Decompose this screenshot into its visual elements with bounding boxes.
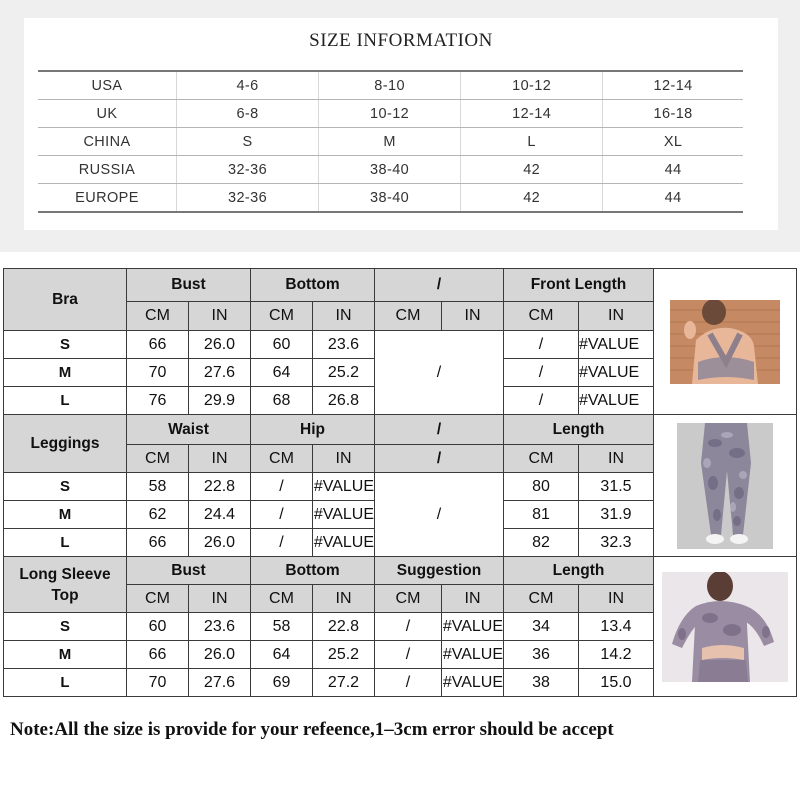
front-length-in: #VALUE (579, 359, 654, 387)
bust-cm: 66 (127, 641, 189, 669)
length-in: 31.9 (579, 501, 654, 529)
unit-header: CM (504, 585, 579, 613)
unit-header: CM (127, 302, 189, 331)
bottom-cm: 69 (251, 669, 313, 697)
size-cell: 38-40 (319, 156, 461, 184)
waist-cm: 58 (127, 473, 189, 501)
size-row-usa (38, 71, 743, 100)
size-row-russia (38, 156, 743, 184)
bottom-cm: 60 (251, 331, 313, 359)
size-information-card (24, 18, 778, 230)
bust-in: 23.6 (189, 613, 251, 641)
size-cell: XL (603, 128, 743, 156)
size-cell: 4-6 (177, 71, 319, 100)
size-row-europe (38, 184, 743, 213)
group-header: / (375, 269, 504, 302)
size-label: L (4, 669, 127, 697)
unit-header: IN (579, 445, 654, 473)
size-note: Note:All the size is provide for your refeence,1–3cm error should be accept (10, 719, 614, 740)
hip-cm: / (251, 473, 313, 501)
region-label: CHINA (38, 128, 177, 156)
unit-header: IN (313, 585, 375, 613)
front-length-cm: / (504, 331, 579, 359)
long-sleeve-product-photo (662, 572, 788, 682)
bottom-in: 22.8 (313, 613, 375, 641)
merged-slash-cell: / (375, 331, 504, 415)
size-cell: 10-12 (319, 100, 461, 128)
bust-in: 26.0 (189, 641, 251, 669)
length-in: 13.4 (579, 613, 654, 641)
hip-in: #VALUE (313, 501, 375, 529)
unit-header: IN (189, 302, 251, 331)
leggings-product-photo (677, 423, 773, 549)
size-cell: 12-14 (603, 71, 743, 100)
bottom-cm: 64 (251, 641, 313, 669)
size-label: S (4, 613, 127, 641)
suggestion-cm: / (375, 641, 442, 669)
length-cm: 82 (504, 529, 579, 557)
hip-cm: / (251, 501, 313, 529)
bust-cm: 60 (127, 613, 189, 641)
bust-in: 27.6 (189, 359, 251, 387)
group-header: Bottom (251, 557, 375, 585)
suggestion-in: #VALUE (442, 641, 504, 669)
unit-header: CM (127, 445, 189, 473)
bottom-in: 23.6 (313, 331, 375, 359)
size-label: M (4, 641, 127, 669)
hip-in: #VALUE (313, 529, 375, 557)
group-header: Bottom (251, 269, 375, 302)
unit-header: IN (189, 585, 251, 613)
length-in: 15.0 (579, 669, 654, 697)
bust-in: 29.9 (189, 387, 251, 415)
garment-measurement-table (3, 268, 797, 697)
front-length-cm: / (504, 387, 579, 415)
unit-header: CM (375, 585, 442, 613)
group-header: Length (504, 557, 654, 585)
length-in: 14.2 (579, 641, 654, 669)
unit-header: CM (504, 445, 579, 473)
unit-header: CM (375, 302, 442, 331)
group-header: Bust (127, 269, 251, 302)
front-length-in: #VALUE (579, 387, 654, 415)
size-row-china (38, 128, 743, 156)
front-length-cm: / (504, 359, 579, 387)
size-cell: 10-12 (461, 71, 603, 100)
bust-cm: 70 (127, 359, 189, 387)
waist-cm: 66 (127, 529, 189, 557)
length-in: 31.5 (579, 473, 654, 501)
bra-photo-cell (654, 269, 797, 415)
bust-cm: 66 (127, 331, 189, 359)
length-cm: 81 (504, 501, 579, 529)
bust-cm: 70 (127, 669, 189, 697)
suggestion-cm: / (375, 669, 442, 697)
size-label: S (4, 473, 127, 501)
bra-group-header-row (4, 269, 797, 302)
unit-header: CM (251, 302, 313, 331)
region-label: EUROPE (38, 184, 177, 213)
size-cell: L (461, 128, 603, 156)
hip-in: #VALUE (313, 473, 375, 501)
long-sleeve-group-header-row (4, 557, 797, 585)
length-cm: 80 (504, 473, 579, 501)
unit-header: IN (442, 302, 504, 331)
unit-header: IN (313, 445, 375, 473)
length-cm: 38 (504, 669, 579, 697)
waist-in: 22.8 (189, 473, 251, 501)
bust-in: 27.6 (189, 669, 251, 697)
size-cell: 42 (461, 184, 603, 213)
bottom-in: 27.2 (313, 669, 375, 697)
unit-header: IN (189, 445, 251, 473)
hip-cm: / (251, 529, 313, 557)
group-header: Suggestion (375, 557, 504, 585)
group-header: Length (504, 415, 654, 445)
unit-header: IN (442, 585, 504, 613)
length-cm: 36 (504, 641, 579, 669)
long-sleeve-photo-cell (654, 557, 797, 697)
suggestion-cm: / (375, 613, 442, 641)
unit-header: CM (127, 585, 189, 613)
bust-cm: 76 (127, 387, 189, 415)
bottom-cm: 58 (251, 613, 313, 641)
bottom-in: 25.2 (313, 641, 375, 669)
waist-cm: 62 (127, 501, 189, 529)
bottom-in: 26.8 (313, 387, 375, 415)
size-cell: 8-10 (319, 71, 461, 100)
size-information-band (0, 0, 800, 252)
merged-slash-cell: / (375, 473, 504, 557)
unit-header: CM (251, 445, 313, 473)
region-label: USA (38, 71, 177, 100)
region-label: RUSSIA (38, 156, 177, 184)
leggings-photo-cell (654, 415, 797, 557)
size-cell: 16-18 (603, 100, 743, 128)
length-in: 32.3 (579, 529, 654, 557)
size-cell: 44 (603, 184, 743, 213)
bust-in: 26.0 (189, 331, 251, 359)
bottom-in: 25.2 (313, 359, 375, 387)
bra-product-photo (670, 300, 780, 384)
section-label-long-sleeve-top: Long Sleeve Top (4, 557, 127, 613)
size-label: M (4, 359, 127, 387)
unit-header: IN (579, 302, 654, 331)
size-cell: 44 (603, 156, 743, 184)
size-cell: 32-36 (177, 156, 319, 184)
size-information-title: SIZE INFORMATION (309, 30, 493, 51)
size-label: M (4, 501, 127, 529)
suggestion-in: #VALUE (442, 613, 504, 641)
size-label: L (4, 529, 127, 557)
section-label-bra: Bra (4, 269, 127, 331)
suggestion-in: #VALUE (442, 669, 504, 697)
unit-header-slash: / (375, 445, 504, 473)
size-cell: M (319, 128, 461, 156)
size-cell: 32-36 (177, 184, 319, 213)
size-cell: 6-8 (177, 100, 319, 128)
section-label-leggings: Leggings (4, 415, 127, 473)
group-header: Bust (127, 557, 251, 585)
region-label: UK (38, 100, 177, 128)
leggings-group-header-row (4, 415, 797, 445)
group-header: / (375, 415, 504, 445)
size-cell: 42 (461, 156, 603, 184)
size-row-uk (38, 100, 743, 128)
size-cell: 12-14 (461, 100, 603, 128)
bottom-cm: 64 (251, 359, 313, 387)
front-length-in: #VALUE (579, 331, 654, 359)
size-cell: 38-40 (319, 184, 461, 213)
length-cm: 34 (504, 613, 579, 641)
unit-header: IN (313, 302, 375, 331)
group-header: Waist (127, 415, 251, 445)
size-label: S (4, 331, 127, 359)
group-header: Front Length (504, 269, 654, 302)
bottom-cm: 68 (251, 387, 313, 415)
size-label: L (4, 387, 127, 415)
unit-header: CM (251, 585, 313, 613)
unit-header: IN (579, 585, 654, 613)
group-header: Hip (251, 415, 375, 445)
size-cell: S (177, 128, 319, 156)
waist-in: 26.0 (189, 529, 251, 557)
size-conversion-table (38, 70, 743, 213)
unit-header: CM (504, 302, 579, 331)
waist-in: 24.4 (189, 501, 251, 529)
